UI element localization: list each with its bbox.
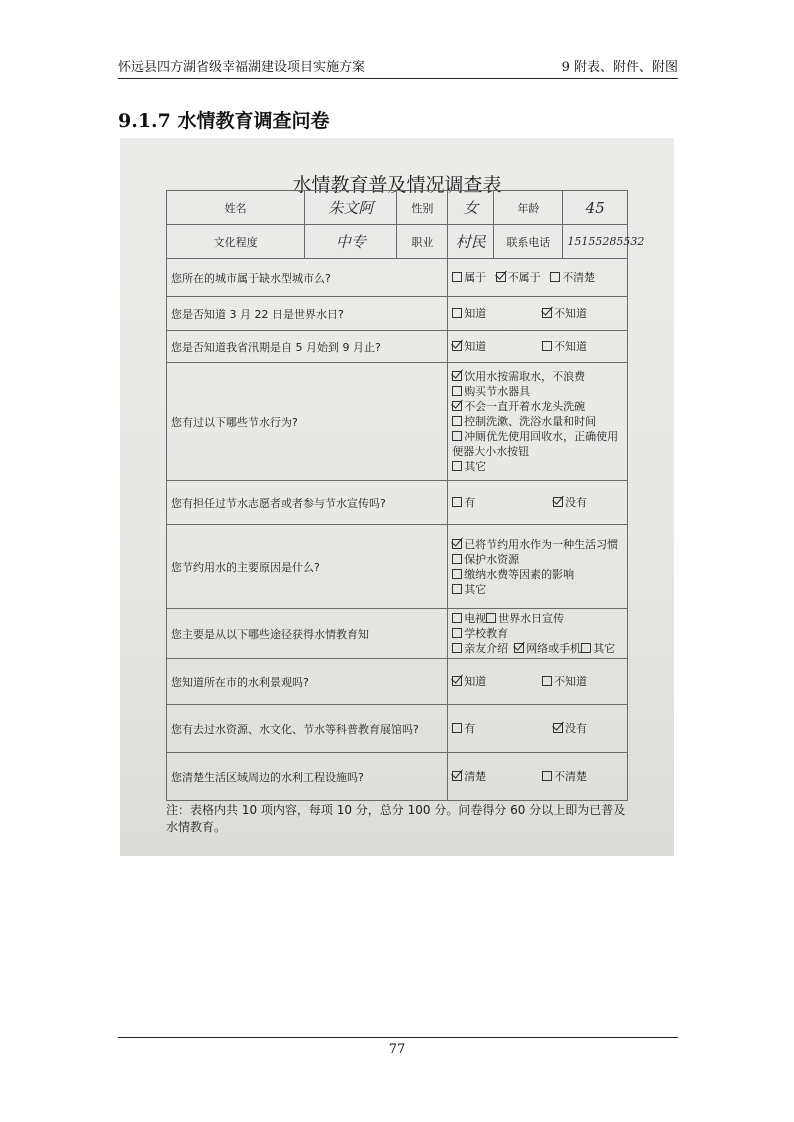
checkbox[interactable] (452, 771, 462, 781)
survey-photo (120, 138, 674, 856)
question-9-text: 您有去过水资源、水文化、节水等科普教育展馆吗? (167, 705, 448, 753)
question-row (167, 609, 628, 659)
age-label: 年龄 (494, 191, 563, 225)
question-10-text: 您清楚生活区域周边的水利工程设施吗? (167, 753, 448, 801)
phone-value: 15155285532 (563, 225, 628, 259)
checkbox[interactable] (496, 272, 506, 282)
checkbox[interactable] (542, 771, 552, 781)
question-6-text: 您节约用水的主要原因是什么? (167, 525, 448, 609)
question-row (167, 705, 628, 753)
info-row-1 (167, 191, 628, 225)
checkbox[interactable] (452, 569, 462, 579)
checkbox[interactable] (452, 386, 462, 396)
checkbox[interactable] (452, 584, 462, 594)
gender-label: 性别 (397, 191, 448, 225)
option[interactable]: 不知道 (542, 339, 587, 354)
option[interactable]: 知道 (452, 339, 486, 354)
survey-paper (158, 162, 645, 852)
education-label: 文化程度 (167, 225, 305, 259)
question-4-options (448, 363, 628, 481)
education-value: 中专 (305, 225, 397, 259)
question-5-text: 您有担任过节水志愿者或者参与节水宣传吗? (167, 481, 448, 525)
checkbox[interactable] (452, 416, 462, 426)
option[interactable]: 属于 (452, 270, 486, 285)
checkbox[interactable] (452, 461, 462, 471)
option[interactable]: 世界水日宣传 (486, 611, 564, 626)
question-row (167, 753, 628, 801)
checkbox[interactable] (452, 308, 462, 318)
question-3-options (448, 331, 628, 363)
question-6-options (448, 525, 628, 609)
option[interactable]: 知道 (452, 306, 486, 321)
question-1-text: 您所在的城市属于缺水型城市么? (167, 259, 448, 297)
question-3-text: 您是否知道我省汛期是自 5 月始到 9 月止? (167, 331, 448, 363)
question-row (167, 525, 628, 609)
name-label: 姓名 (167, 191, 305, 225)
question-7-text: 您主要是从以下哪些途径获得水情教育知 (167, 609, 448, 659)
option[interactable]: 购买节水器具 (452, 384, 623, 399)
checkbox[interactable] (452, 676, 462, 686)
option[interactable]: 电视 (452, 611, 486, 626)
page-number: 77 (388, 1042, 406, 1057)
checkbox[interactable] (452, 272, 462, 282)
option[interactable]: 其它 (452, 582, 623, 597)
option[interactable]: 不清楚 (550, 270, 595, 285)
option[interactable]: 不会一直开着水龙头洗碗 (452, 399, 623, 414)
gender-value: 女 (448, 191, 494, 225)
option[interactable]: 亲友介绍 (452, 641, 508, 656)
checkbox[interactable] (514, 643, 524, 653)
checkbox[interactable] (452, 613, 462, 623)
checkbox[interactable] (452, 554, 462, 564)
page-header (118, 54, 678, 79)
option[interactable]: 饮用水按需取水，不浪费 (452, 369, 623, 384)
question-5-options (448, 481, 628, 525)
question-4-text: 您有过以下哪些节水行为? (167, 363, 448, 481)
question-row (167, 481, 628, 525)
checkbox[interactable] (581, 643, 591, 653)
option[interactable]: 不属于 (496, 270, 541, 285)
question-row (167, 331, 628, 363)
option[interactable]: 不知道 (542, 674, 587, 689)
checkbox[interactable] (452, 341, 462, 351)
checkbox[interactable] (542, 676, 552, 686)
checkbox[interactable] (553, 723, 563, 733)
checkbox[interactable] (452, 643, 462, 653)
age-value: 45 (563, 191, 628, 225)
checkbox[interactable] (452, 628, 462, 638)
question-9-options (448, 705, 628, 753)
option[interactable]: 有 (452, 721, 475, 736)
header-chapter: 9 附表、附件、附图 (561, 60, 678, 75)
info-row-2 (167, 225, 628, 259)
option[interactable]: 已将节约用水作为一种生活习惯 (452, 537, 623, 552)
checkbox[interactable] (550, 272, 560, 282)
option[interactable]: 网络或手机 (514, 641, 581, 656)
question-2-text: 您是否知道 3 月 22 日是世界水日? (167, 297, 448, 331)
header-doc-title: 怀远县四方湖省级幸福湖建设项目实施方案 (118, 60, 366, 75)
question-7-options (448, 609, 628, 659)
option[interactable]: 清楚 (452, 769, 486, 784)
option[interactable]: 其它 (581, 641, 615, 656)
option[interactable]: 知道 (452, 674, 486, 689)
question-row (167, 297, 628, 331)
question-2-options (448, 297, 628, 331)
form-title: 水情教育普及情况调查表 (292, 174, 502, 196)
question-10-options (448, 753, 628, 801)
checkbox[interactable] (452, 431, 462, 441)
checkbox[interactable] (452, 723, 462, 733)
option[interactable]: 其它 (452, 459, 623, 474)
question-1-options (448, 259, 628, 297)
option[interactable]: 不知道 (542, 306, 587, 321)
phone-label: 联系电话 (494, 225, 563, 259)
checkbox[interactable] (452, 497, 462, 507)
option[interactable]: 没有 (553, 495, 587, 510)
option[interactable]: 保护水资源 (452, 552, 623, 567)
checkbox[interactable] (452, 401, 462, 411)
question-row (167, 363, 628, 481)
checkbox[interactable] (486, 613, 496, 623)
question-row (167, 259, 628, 297)
checkbox[interactable] (452, 539, 462, 549)
footer-divider (118, 1037, 678, 1038)
option[interactable]: 没有 (553, 721, 587, 736)
question-8-text: 您知道所在市的水利景观吗? (167, 659, 448, 705)
survey-table (166, 190, 645, 801)
option[interactable]: 有 (452, 495, 475, 510)
checkbox[interactable] (452, 371, 462, 381)
option[interactable]: 冲厕优先使用回收水，正确使用便器大小水按钮 (452, 430, 619, 458)
form-note: 注：表格内共 10 项内容，每项 10 分，总分 100 分。问卷得分 60 分以上即为已普及水情教育。 (166, 803, 626, 834)
job-label: 职业 (397, 225, 448, 259)
checkbox[interactable] (553, 497, 563, 507)
name-value: 朱文阿 (305, 191, 397, 225)
option[interactable]: 缴纳水费等因素的影响 (452, 567, 623, 582)
question-8-options (448, 659, 628, 705)
option[interactable]: 学校教育 (452, 626, 508, 641)
section-title: 9.1.7 水情教育调查问卷 (118, 110, 330, 132)
question-row (167, 659, 628, 705)
checkbox[interactable] (542, 308, 552, 318)
option[interactable]: 不清楚 (542, 769, 587, 784)
option[interactable]: 控制洗漱、洗浴水量和时间 (452, 414, 623, 429)
job-value: 村民 (448, 225, 494, 259)
checkbox[interactable] (542, 341, 552, 351)
